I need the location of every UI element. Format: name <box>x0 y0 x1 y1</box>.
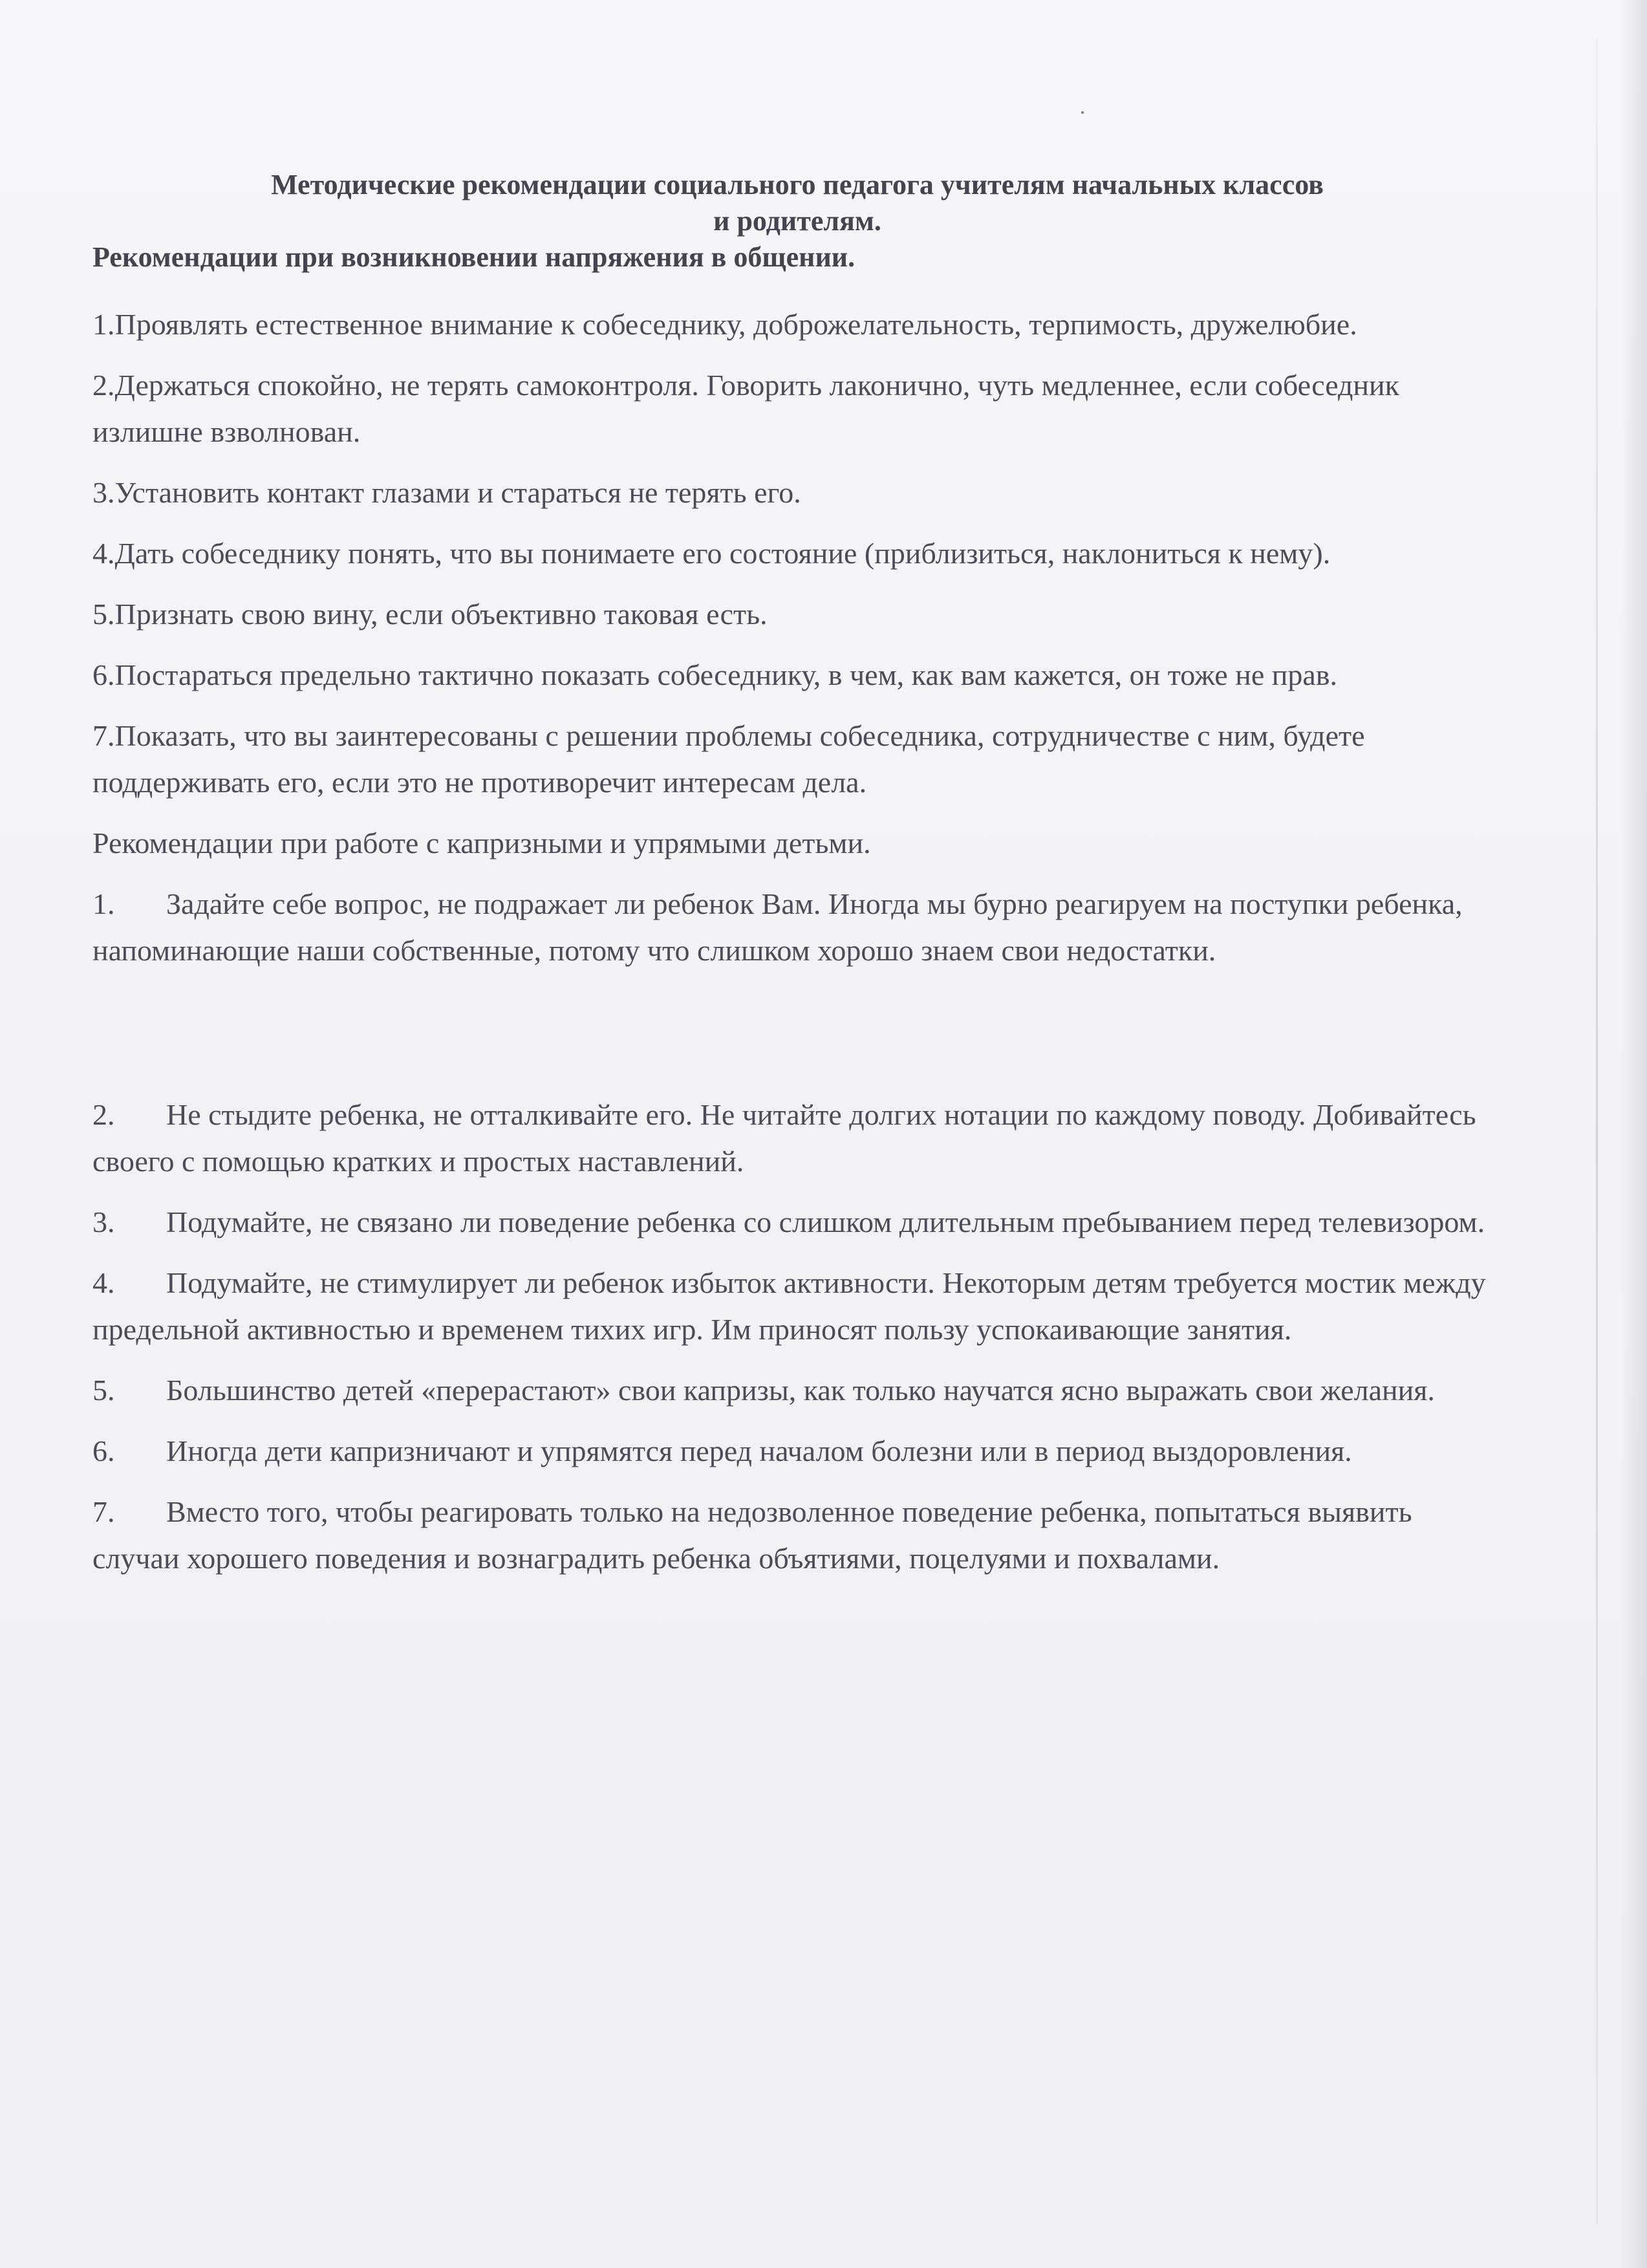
scan-speck <box>1081 111 1084 114</box>
children-item-7-number: 7. <box>92 1495 115 1528</box>
tension-item-2: 2.Держаться спокойно, не терять самоконтроля. Говорить лаконично, чуть медленнее, если собеседник излишне взволнован. <box>92 369 1400 448</box>
children-item-2-text: Не стыдите ребенка, не отталкивайте его. Не читайте долгих нотации по каждому поводу. Добивайтесь своего с помощью кратких и простых наставлений. <box>92 1098 1476 1178</box>
children-item-3-number: 3. <box>92 1205 115 1238</box>
page-edge-shadow <box>1621 0 1647 2268</box>
tension-item-5: 5.Признать свою вину, если объективно таковая есть. <box>92 598 768 631</box>
tension-item-6: 6.Постараться предельно тактично показать собеседнику, в чем, как вам кажется, он тоже не прав. <box>92 658 1337 691</box>
tension-item-7: 7.Показать, что вы заинтересованы с решении проблемы собеседника, сотрудничестве с ним, будете поддерживать его, если это не противоречит интересам дела. <box>92 719 1365 799</box>
children-item-5 <box>92 1367 1502 1414</box>
children-item-3 <box>92 1199 1502 1246</box>
children-item-4-text: Подумайте, не стимулирует ли ребенок избыток активности. Некоторым детям требуется мостик между предельной активностью и временем тихих игр. Им приносят пользу успокаивающие занятия. <box>92 1266 1486 1346</box>
children-item-6 <box>92 1428 1502 1474</box>
children-item-1-text: Задайте себе вопрос, не подражает ли ребенок Вам. Иногда мы бурно реагируем на поступки ребенка, напоминающие наши собственные, потому что слишком хорошо знаем свои недостатки. <box>92 887 1463 967</box>
children-item-1 <box>92 881 1502 974</box>
tension-item-1: 1.Проявлять естественное внимание к собеседнику, доброжелательность, терпимость, дружелюбие. <box>92 308 1357 341</box>
blank-gap <box>92 988 1502 1092</box>
document-body <box>92 167 1502 1596</box>
children-item-2 <box>92 1092 1502 1185</box>
children-item-5-number: 5. <box>92 1374 115 1407</box>
children-item-7-text: Вместо того, чтобы реагировать только на недозволенное поведение ребенка, попытаться выявить случаи хорошего поведения и вознаградить ребенка объятиями, поцелуями и похвалами. <box>92 1495 1412 1575</box>
children-item-2-number: 2. <box>92 1098 115 1131</box>
children-item-6-number: 6. <box>92 1434 115 1467</box>
children-recommendations-list <box>92 881 1502 1582</box>
tension-item-3: 3.Установить контакт глазами и стараться не терять его. <box>92 476 801 509</box>
children-item-4-number: 4. <box>92 1266 115 1299</box>
document-title-line-1: Методические рекомендации социального педагога учителям начальных классов <box>271 169 1324 200</box>
section-2-title: Рекомендации при работе с капризными и упрямыми детьми. <box>92 826 871 859</box>
children-item-7 <box>92 1489 1502 1582</box>
children-item-5-text: Большинство детей «перерастают» свои капризы, как только научатся ясно выражать свои желания. <box>166 1374 1435 1407</box>
children-item-6-text: Иногда дети капризничают и упрямятся перед началом болезни или в период выздоровления. <box>166 1434 1352 1467</box>
document-subtitle: Рекомендации при возникновении напряжения в общении. <box>92 241 856 273</box>
page-fold-line <box>1596 39 1598 2225</box>
tension-recommendations-list <box>92 301 1502 806</box>
children-item-1-number: 1. <box>92 887 115 920</box>
children-item-4 <box>92 1260 1502 1353</box>
tension-item-4: 4.Дать собеседнику понять, что вы понимаете его состояние (приблизиться, наклониться к нему). <box>92 537 1331 570</box>
document-title-line-2: и родителям. <box>713 205 881 237</box>
children-item-3-text: Подумайте, не связано ли поведение ребенка со слишком длительным пребыванием перед телевизором. <box>166 1205 1485 1238</box>
